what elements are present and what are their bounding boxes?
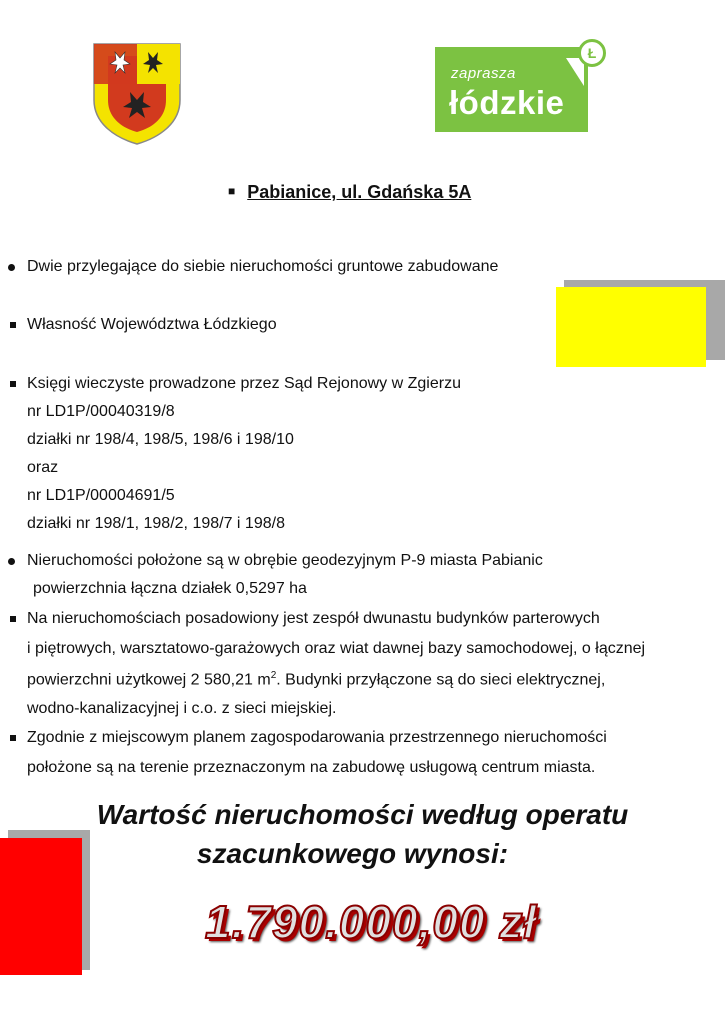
item-5-line-3a: powierzchni użytkowej 2 580,21 m [27, 671, 271, 689]
page-title [228, 182, 471, 203]
item-5-line-1: Na nieruchomościach posadowiony jest zespół dwunastu budynków parterowych [27, 610, 600, 627]
coat-of-arms-icon [92, 42, 182, 146]
round-bullet-icon [8, 264, 15, 271]
value-title-line-1: Wartość nieruchomości według operatu [96, 799, 629, 830]
square-bullet-icon [10, 735, 16, 741]
logo-line2: łódzkie [449, 84, 565, 121]
item-3-line-1: Księgi wieczyste prowadzone przez Sąd Rejonowy w Zgierzu [27, 375, 461, 392]
square-bullet-icon [10, 381, 16, 387]
item-5-line-3 [27, 670, 605, 689]
item-6-line-2: położone są na terenie przeznaczonym na zabudowę usługową centrum miasta. [27, 759, 596, 776]
item-1: Dwie przylegające do siebie nieruchomości gruntowe zabudowane [27, 258, 499, 275]
item-4-line-1: Nieruchomości położone są w obrębie geodezyjnym P-9 miasta Pabianic [27, 552, 543, 569]
heading-text: Pabianice, ul. Gdańska 5A [247, 182, 472, 202]
logo-line1: zaprasza [451, 65, 516, 82]
square-bullet-icon [10, 322, 16, 328]
item-3-line-5: nr LD1P/00004691/5 [27, 487, 175, 504]
item-6-line-1: Zgodnie z miejscowym planem zagospodarowania przestrzennego nieruchomości [27, 729, 607, 746]
decor-yellow-box [556, 287, 706, 367]
item-5-line-2: i piętrowych, warsztatowo-garażowych oraz wiat dawnej bazy samochodowej, o łącznej [27, 640, 646, 657]
price-value: 1.790.000,00 zł [205, 896, 538, 948]
item-5-line-3b: . Budynki przyłączone są do sieci elektrycznej, [276, 671, 606, 689]
round-bullet-icon [8, 558, 15, 565]
square-bullet-icon [10, 616, 16, 622]
item-3-line-6: działki nr 198/1, 198/2, 198/7 i 198/8 [27, 515, 285, 532]
square-bullet-icon: ■ [228, 184, 236, 198]
item-3-line-3: działki nr 198/4, 198/5, 198/6 i 198/10 [27, 431, 294, 448]
item-5-sup: 2 [270, 670, 277, 681]
item-3-line-4: oraz [27, 459, 59, 476]
value-title-line-2: szacunkowego wynosi: [196, 838, 509, 869]
item-4-line-2: powierzchnia łączna działek 0,5297 ha [33, 580, 307, 597]
item-2: Własność Województwa Łódzkiego [27, 316, 277, 333]
item-3-line-2: nr LD1P/00040319/8 [27, 403, 175, 420]
logo-badge-icon: Ł [578, 39, 606, 67]
item-5-line-4: wodno-kanalizacyjnej i c.o. z sieci miejskiej. [27, 700, 337, 717]
